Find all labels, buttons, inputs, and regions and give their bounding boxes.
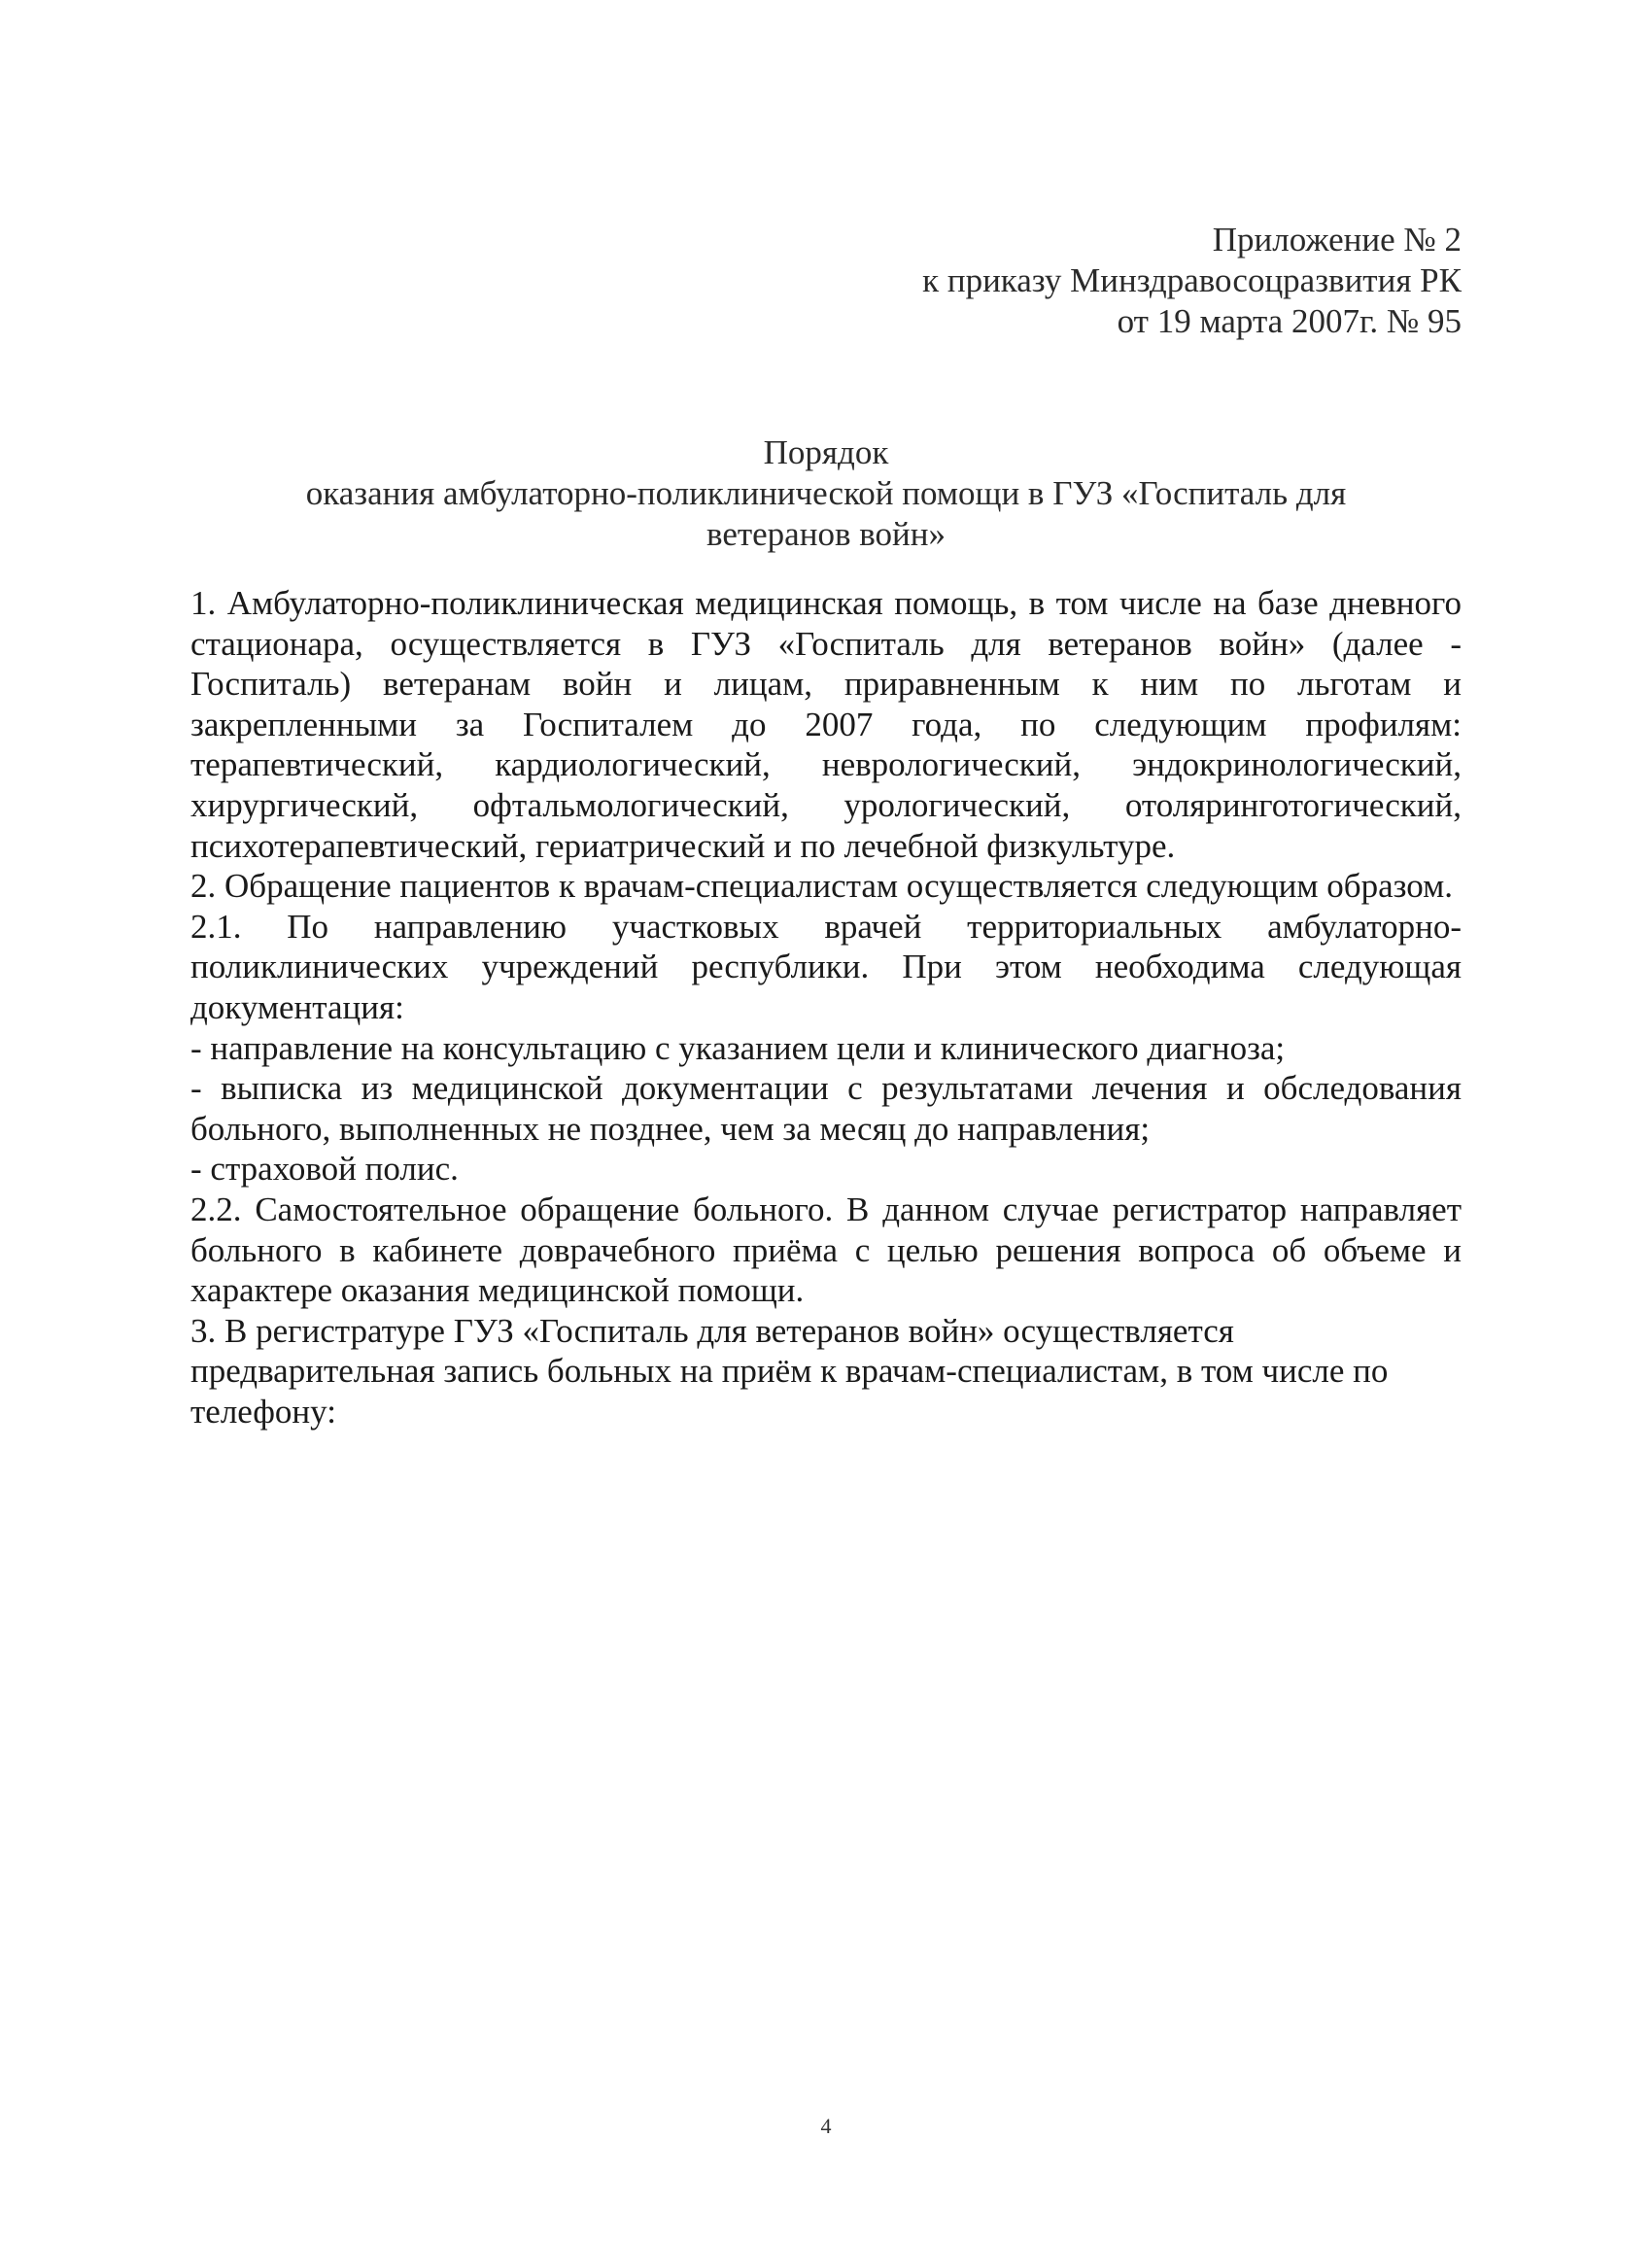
paragraph-referral: - направление на консультацию с указанием цели и клинического диагноза;: [190, 1028, 1286, 1067]
appendix-order-date: от 19 марта 2007г. № 95: [1117, 302, 1462, 340]
document-body: [190, 583, 1462, 1431]
appendix-header: [922, 220, 1462, 342]
title-line-3: ветеранов войн»: [706, 515, 946, 553]
appendix-order-ref: к приказу Минздравосоцразвития РК: [922, 261, 1462, 299]
document-title: [190, 432, 1462, 555]
paragraph-1: 1. Амбулаторно-поликлиническая медицинская помощь, в том числе на базе дневного стационара, осуществляется в ГУЗ «Госпиталь для ветеранов войн» (далее - Госпиталь) ветеранам войн и лицам, приравненным к ним по льготам и закрепленными за Госпиталем до 2007 года, по следующим профилям: терапевтический, кардиологический, неврологический, эндокринологический, хирургический, офтальмологический, урологический, отоляринготогический, психотерапевтический, гериатрический и по лечебной физкультуре.: [190, 584, 1462, 865]
paragraph-2: 2. Обращение пациентов к врачам-специалистам осуществляется следующим образом.: [190, 867, 1453, 906]
paragraph-2-1: 2.1. По направлению участковых врачей территориальных амбулаторно-поликлинических учреждений республики. При этом необходима следующая документация:: [190, 907, 1462, 1026]
paragraph-extract: - выписка из медицинской документации с результатами лечения и обследования больного, выполненных не позднее, чем за месяц до направления;: [190, 1069, 1462, 1148]
appendix-number: Приложение № 2: [1212, 221, 1462, 259]
paragraph-insurance: - страховой полис.: [190, 1150, 459, 1189]
title-line-2: оказания амбулаторно-поликлинической помощи в ГУЗ «Госпиталь для: [305, 474, 1347, 512]
paragraph-2-2: 2.2. Самостоятельное обращение больного. В данном случае регистратор направляет больного в кабинете доврачебного приёма с целью решения вопроса об объеме и характере оказания медицинской помощи.: [190, 1190, 1462, 1310]
title-line-1: Порядок: [763, 433, 889, 471]
page-number: 4: [820, 2114, 832, 2138]
paragraph-3: 3. В регистратуре ГУЗ «Госпиталь для ветеранов войн» осуществляется предварительная запись больных на приём к врачам-специалистам, в том числе по телефону:: [190, 1311, 1389, 1431]
